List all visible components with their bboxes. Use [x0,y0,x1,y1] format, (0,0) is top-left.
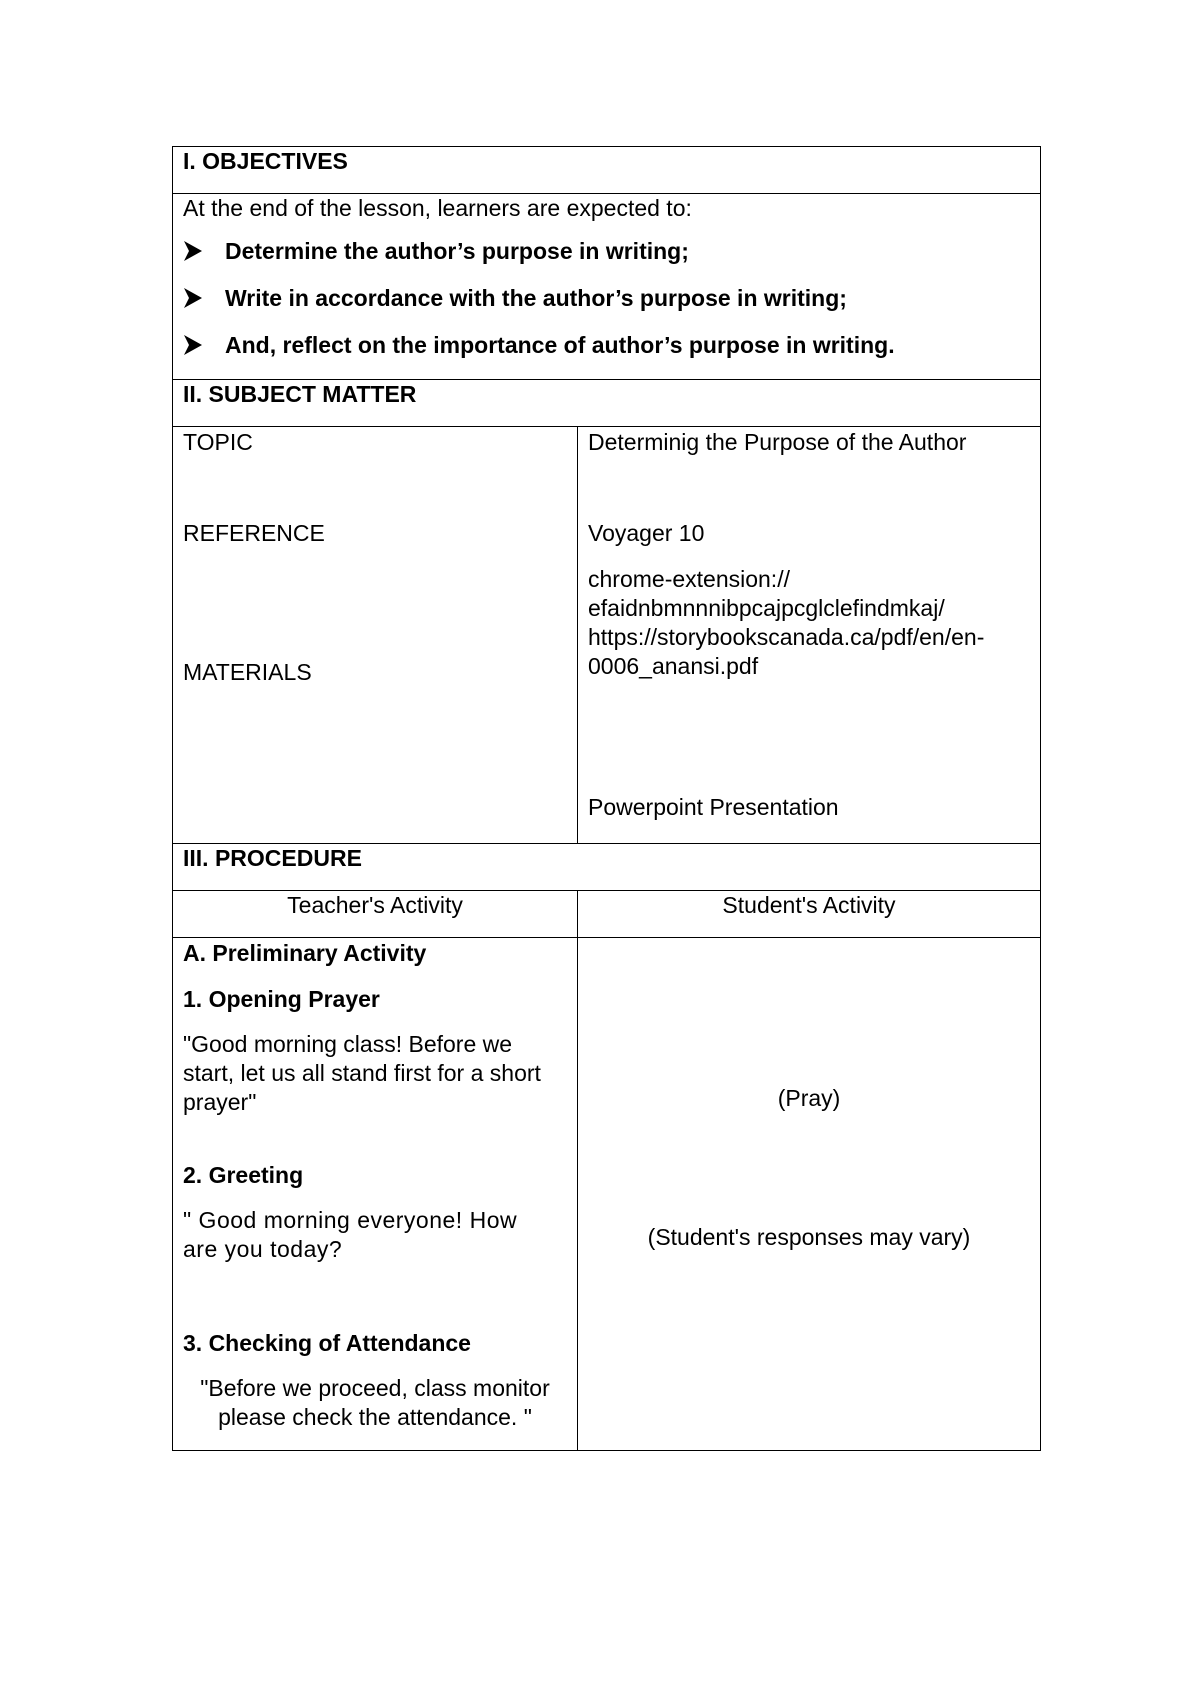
materials-other: Powerpoint Presentation [588,794,839,820]
prayer-line: prayer" [183,1089,257,1115]
procedure-header-row [173,844,1041,891]
arrow-bullet-icon [183,331,225,356]
objectives-cell [173,194,1041,380]
student-activity-cell [578,938,1041,1451]
student-activity-header: Student's Activity [578,891,1041,938]
topic-value: Determinig the Purpose of the Author [588,429,967,455]
materials-link-line: chrome-extension:// [588,566,790,592]
procedure-content-row [173,938,1041,1451]
subject-matter-content-row [173,427,1041,844]
greeting-line: are you today? [183,1236,343,1262]
prayer-response: (Pray) [777,1085,841,1111]
teacher-activity-cell [173,938,578,1451]
lesson-plan-table [172,146,1041,1451]
teacher-activity-header: Teacher's Activity [173,891,578,938]
prayer-line: "Good morning class! Before we [183,1031,513,1057]
materials-label: MATERIALS [183,659,312,685]
subject-labels-cell [173,427,578,844]
attendance-line: "Before we proceed, class monitor [200,1375,550,1401]
attendance-title: 3. Checking of Attendance [183,1330,471,1356]
objectives-title: I. OBJECTIVES [173,147,1041,194]
objectives-content-row [173,194,1041,380]
greeting-response: (Student's responses may vary) [647,1224,971,1250]
subject-matter-title: II. SUBJECT MATTER [173,380,1041,427]
preliminary-activity-title: A. Preliminary Activity [183,940,427,966]
objective-item [183,331,1030,378]
procedure-title: III. PROCEDURE [173,844,1041,891]
attendance-line: please check the attendance. " [218,1404,532,1430]
objective-text: Determine the author’s purpose in writing; [225,238,689,264]
arrow-bullet-icon [183,237,225,262]
reference-label: REFERENCE [183,520,325,546]
objective-item [183,284,1030,331]
opening-prayer-title: 1. Opening Prayer [183,986,380,1012]
reference-value: Voyager 10 [588,520,705,546]
materials-link-line: efaidnbmnnnibpcajpcglclefindmkaj/ [588,595,945,621]
subject-matter-header-row [173,380,1041,427]
materials-link-line: 0006_anansi.pdf [588,653,759,679]
objective-item [183,237,1030,284]
greeting-line: " Good morning everyone! How [183,1207,518,1233]
materials-link-line: https://storybookscanada.ca/pdf/en/en- [588,624,985,650]
subject-values-cell [578,427,1041,844]
greeting-title: 2. Greeting [183,1162,304,1188]
objectives-intro: At the end of the lesson, learners are expected to: [183,195,692,221]
topic-label: TOPIC [183,429,253,455]
arrow-bullet-icon [183,284,225,309]
prayer-line: start, let us all stand first for a short [183,1060,541,1086]
objective-text: And, reflect on the importance of author’s purpose in writing. [225,332,895,358]
objectives-header-row [173,147,1041,194]
objective-text: Write in accordance with the author’s purpose in writing; [225,285,847,311]
activity-header-row [173,891,1041,938]
